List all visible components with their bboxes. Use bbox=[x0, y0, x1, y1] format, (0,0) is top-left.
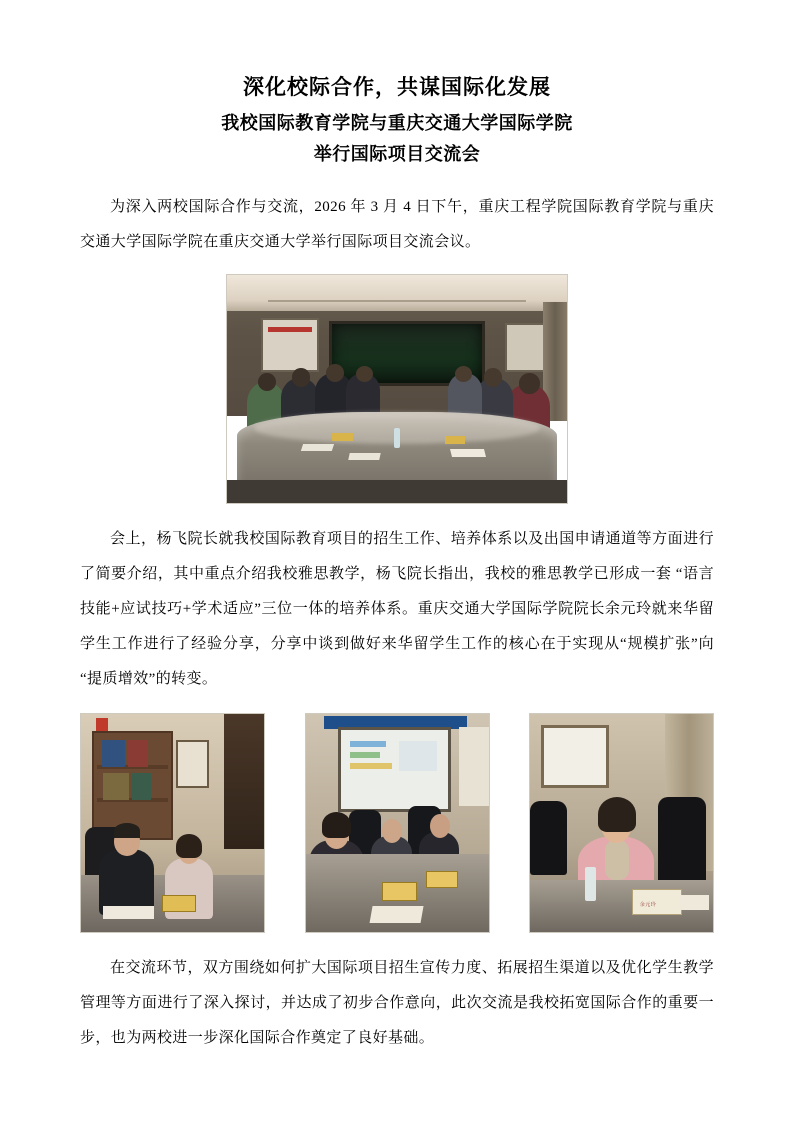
door bbox=[224, 714, 264, 849]
female-speaker-photo bbox=[529, 713, 714, 933]
board-chart-4 bbox=[399, 741, 437, 771]
floor-carpet bbox=[227, 480, 567, 503]
books-group-3 bbox=[103, 773, 129, 800]
page-title: 深化校际合作，共谋国际化发展 bbox=[243, 75, 551, 99]
participant-hair bbox=[176, 834, 202, 858]
paragraph-3: 在交流环节，双方围绕如何扩大国际项目招生宣传力度、拓展招生渠道以及优化学生教学管理等方面进行了深入探讨，并达成了初步合作意向，此次交流是我校拓宽国际合作的重要一步，也为两校进一步深化国际合作奠定了良好基础。 bbox=[80, 960, 714, 1046]
water-bottle bbox=[585, 867, 596, 902]
nameplate-left bbox=[382, 882, 417, 901]
office-speaker-photo bbox=[80, 713, 265, 933]
photo-canvas-4 bbox=[530, 714, 713, 932]
conference-room-meeting-photo bbox=[226, 274, 568, 504]
right-wall-board bbox=[505, 323, 546, 373]
nameplate bbox=[162, 895, 197, 912]
nameplate-label: 余元玲 bbox=[639, 902, 657, 909]
page-subtitle-line-1: 我校国际教育学院与重庆交通大学国际学院 bbox=[221, 113, 573, 133]
speaker-hair bbox=[598, 797, 636, 832]
water-bottle bbox=[394, 428, 401, 449]
table-document bbox=[680, 895, 709, 910]
photo-canvas-3 bbox=[306, 714, 489, 932]
table-document-3 bbox=[450, 449, 486, 457]
ceiling-trim bbox=[268, 300, 526, 302]
window-light bbox=[459, 727, 488, 805]
speaker-body bbox=[99, 849, 154, 914]
foreground-person-hair bbox=[322, 812, 351, 838]
table-document-2 bbox=[349, 453, 381, 460]
person-head-right-3 bbox=[455, 366, 472, 382]
photo-canvas-2 bbox=[81, 714, 264, 932]
wall-picture bbox=[176, 740, 209, 788]
ceiling bbox=[227, 275, 567, 311]
wall-certificate bbox=[541, 725, 609, 788]
person-head-right-2 bbox=[484, 368, 503, 386]
paragraph-1: 为深入两校国际合作与交流，2026 年 3 月 4 日下午，重庆工程学院国际教育学院与重庆交通大学国际学院在重庆交通大学举行国际项目交流会议。 bbox=[80, 199, 714, 250]
photo-canvas-1 bbox=[227, 275, 567, 503]
title-block bbox=[80, 70, 714, 170]
speaker-inner-top bbox=[605, 840, 629, 879]
books-group-2 bbox=[128, 740, 148, 767]
board-chart-1 bbox=[350, 741, 386, 747]
photo-row bbox=[80, 713, 714, 933]
chair-left bbox=[530, 801, 567, 875]
books-group-1 bbox=[102, 740, 125, 767]
nameplate-1 bbox=[332, 433, 352, 441]
board-chart-2 bbox=[350, 752, 380, 758]
whiteboard bbox=[338, 727, 450, 811]
nameplate-2 bbox=[445, 436, 465, 444]
meeting-participants-photo bbox=[305, 713, 490, 933]
person-middle-head bbox=[382, 819, 402, 843]
table-document bbox=[103, 906, 154, 919]
person-head-left-2 bbox=[292, 368, 311, 386]
board-chart-3 bbox=[350, 763, 392, 769]
speaker-hair bbox=[114, 823, 140, 838]
page-subtitle-line-2: 举行国际项目交流会 bbox=[313, 144, 481, 164]
person-head-right-1 bbox=[519, 373, 539, 394]
nameplate-right bbox=[426, 871, 457, 888]
chair-right bbox=[658, 797, 706, 884]
books-group-4 bbox=[132, 773, 150, 800]
table-document-1 bbox=[301, 444, 334, 451]
table-document bbox=[370, 906, 424, 923]
paragraph-2: 会上，杨飞院长就我校国际教育项目的招生工作、培养体系以及出国申请通道等方面进行了简要介绍，其中重点介绍我校雅思教学，杨飞院长指出，我校的雅思教学已形成一套 “语言技能+应试技巧+学术适应”三位一体的培养体系。重庆交通大学国际学院院长余元玲就来华留学生工作进行了经验分享，分享中谈到做好来华留学生工作的核心在于实现从“规模扩张”向“提质增效”的转变。 bbox=[80, 531, 714, 687]
left-wall-board bbox=[261, 318, 319, 372]
